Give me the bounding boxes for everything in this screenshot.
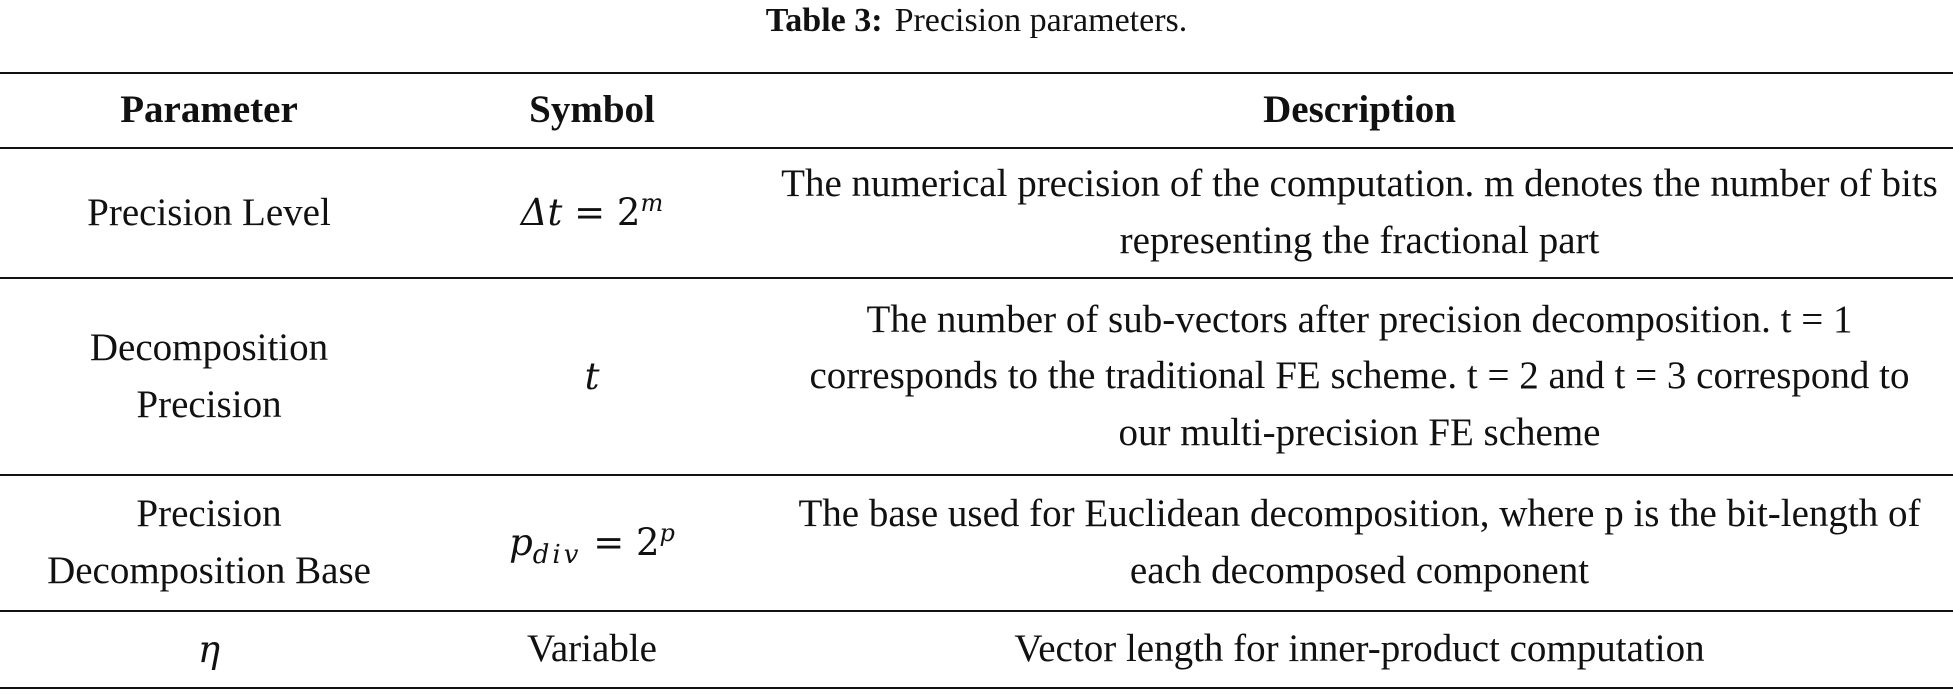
precision-parameters-table (0, 72, 1953, 689)
caption-label: Table 3: (765, 2, 883, 39)
table-row (0, 611, 1953, 688)
cell-symbol (418, 475, 766, 611)
table-row (0, 278, 1953, 475)
symbol-base: p (509, 521, 533, 565)
table-row (0, 148, 1953, 278)
symbol-sup: m (640, 189, 664, 218)
symbol-base: Δt (520, 191, 563, 235)
header-symbol: Symbol (529, 88, 655, 132)
cell-parameter: Precision Decomposition Base (47, 492, 371, 592)
symbol-eq: = 2 (562, 191, 641, 235)
cell-description: The number of sub-vectors after precision decomposition. t = 1 corresponds to the traditional FE scheme. t = 2 and t = 3 correspond to our multi-precision FE scheme (809, 297, 1910, 454)
parameter-symbol: η (197, 627, 221, 671)
cell-description: Vector length for inner-product computation (1014, 627, 1705, 671)
symbol-sup: p (659, 519, 675, 548)
cell-parameter: Precision Level (87, 190, 331, 234)
table-caption (0, 0, 1953, 52)
header-description: Description (1263, 88, 1456, 132)
cell-symbol (418, 278, 766, 475)
cell-parameter (0, 611, 418, 688)
cell-description: The base used for Euclidean decomposition, where p is the bit-length of each decomposed component (798, 492, 1921, 592)
cell-description: The numerical precision of the computation. m denotes the number of bits representing the fractional part (781, 162, 1938, 262)
symbol-eq: = 2 (581, 521, 660, 565)
cell-symbol: Variable (527, 627, 657, 671)
table-row (0, 475, 1953, 611)
caption-text: Precision parameters. (894, 2, 1188, 39)
header-parameter: Parameter (120, 88, 298, 132)
symbol-sub: div (532, 540, 582, 571)
table-header-row (0, 73, 1953, 148)
cell-parameter: Decomposition Precision (89, 325, 329, 426)
cell-symbol (418, 148, 766, 278)
symbol-main: t (584, 354, 600, 398)
